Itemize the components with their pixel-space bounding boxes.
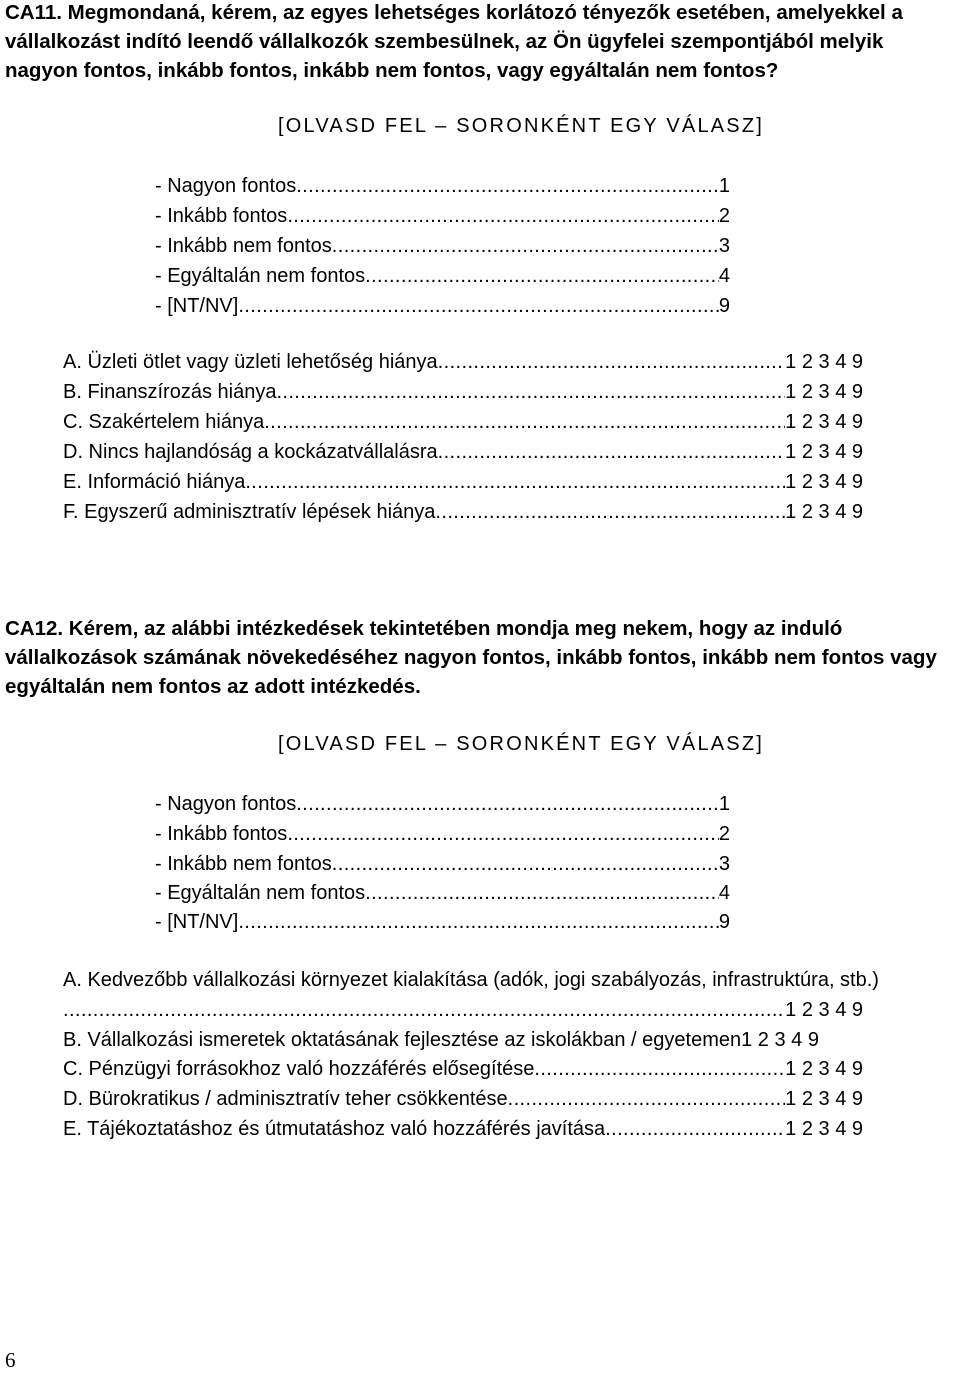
item-codes: 1 2 3 4 9 [785,381,863,403]
dot-leader [287,820,719,849]
q12-item-row [63,1055,863,1084]
scale-label: - Inkább fontos [155,205,288,227]
q12-heading-line: egyáltalán nem fontos az adott intézkedés. [5,675,421,698]
item-codes: 1 2 3 4 9 [785,999,863,1021]
q11-item-row [63,468,863,497]
q11-scale-row [155,232,730,261]
item-label: C. Pénzügyi forrásokhoz való hozzáférés elősegítése [63,1058,535,1080]
q11-scale-row [155,262,730,291]
q11-scale-row [155,202,730,231]
scale-label: - [NT/NV] [155,295,239,317]
item-codes: 1 2 3 4 9 [785,441,863,463]
dot-leader [63,996,785,1025]
scale-label: - [NT/NV] [155,911,239,933]
dot-leader [296,790,719,819]
dot-leader [287,202,719,231]
scale-code: 4 [718,265,730,287]
scale-code: 1 [718,793,730,815]
q11-item-row [63,438,863,467]
scale-code: 9 [718,911,730,933]
scale-label: - Inkább fontos [155,823,288,845]
dot-leader [605,1115,785,1144]
dot-leader [264,408,785,437]
q12-scale-row [155,820,730,849]
scale-label: - Inkább nem fontos [155,235,332,257]
q12-item-row [63,1085,863,1114]
scale-label: - Nagyon fontos [155,793,297,815]
q11-item-row [63,378,863,407]
dot-leader [435,498,785,527]
dot-leader [438,438,786,467]
q11-heading-line: vállalkozást indító leendő vállalkozók szembesülnek, az Ön ügyfelei szempontjából melyik [5,30,884,53]
q11-instruction: [OLVASD FEL – SORONKÉNT EGY VÁLASZ] [278,115,765,137]
q12-instruction: [OLVASD FEL – SORONKÉNT EGY VÁLASZ] [278,733,765,755]
q11-item-row [63,348,863,377]
item-label: D. Bürokratikus / adminisztratív teher csökkentése [63,1088,508,1110]
item-label: A. Üzleti ötlet vagy üzleti lehetőség hiánya [63,351,438,373]
scale-code: 1 [718,175,730,197]
q12-item-a-text: A. Kedvezőbb vállalkozási környezet kialakítása (adók, jogi szabályozás, infrastruktúra, stb.) [63,969,879,991]
item-codes: 1 2 3 4 9 [785,351,863,373]
q11-item-row [63,498,863,527]
item-label: F. Egyszerű adminisztratív lépések hiánya [63,501,436,523]
q12-item-row [63,1115,863,1144]
q11-heading-line: nagyon fontos, inkább fontos, inkább nem fontos, vagy egyáltalán nem fontos? [5,59,779,82]
q12-scale-row [155,879,730,908]
item-codes: 1 2 3 4 9 [785,501,863,523]
dot-leader [365,262,719,291]
dot-leader [332,850,719,879]
q11-heading [5,0,903,85]
q12-item-b: B. Vállalkozási ismeretek oktatásának fejlesztése az iskolákban / egyetemen1 2 3 4 9 [63,1029,819,1051]
q12-heading-line: vállalkozások számának növekedéséhez nagyon fontos, inkább fontos, inkább nem fontos vagy [5,646,937,669]
dot-leader [508,1085,786,1114]
item-codes: 1 2 3 4 9 [785,411,863,433]
q12-heading [5,614,937,701]
scale-code: 3 [718,235,730,257]
scale-code: 4 [718,882,730,904]
item-codes: 1 2 3 4 9 [785,471,863,493]
scale-label: - Inkább nem fontos [155,853,332,875]
dot-leader [238,908,719,937]
scale-label: - Egyáltalán nem fontos [155,265,366,287]
q11-heading-line: CA11. Megmondaná, kérem, az egyes lehetséges korlátozó tényezők esetében, amelyekkel a [5,1,903,24]
item-label: C. Szakértelem hiánya [63,411,265,433]
scale-code: 2 [718,205,730,227]
dot-leader [238,292,719,321]
dot-leader [245,468,785,497]
q12-item-a-codes-row [63,996,863,1025]
item-label: D. Nincs hajlandóság a kockázatvállalásra [63,441,438,463]
q11-scale-row [155,172,730,201]
dot-leader [332,232,719,261]
item-label: B. Finanszírozás hiánya [63,381,277,403]
q12-scale-row [155,790,730,819]
scale-label: - Egyáltalán nem fontos [155,882,366,904]
item-codes: 1 2 3 4 9 [785,1088,863,1110]
scale-label: - Nagyon fontos [155,175,297,197]
q12-heading-line: CA12. Kérem, az alábbi intézkedések tekintetében mondja meg nekem, hogy az induló [5,617,843,640]
q12-scale-row [155,850,730,879]
scale-code: 2 [718,823,730,845]
page-number: 6 [5,1348,16,1372]
scale-code: 3 [718,853,730,875]
q12-scale-row [155,908,730,937]
dot-leader [534,1055,785,1084]
item-codes: 1 2 3 4 9 [785,1058,863,1080]
dot-leader [365,879,719,908]
item-label: E. Információ hiánya [63,471,246,493]
q11-scale-row [155,292,730,321]
item-codes: 1 2 3 4 9 [785,1118,863,1140]
item-label: E. Tájékoztatáshoz és útmutatáshoz való hozzáférés javítása [63,1118,606,1140]
scale-code: 9 [718,295,730,317]
dot-leader [276,378,785,407]
dot-leader [296,172,719,201]
q11-item-row [63,408,863,437]
dot-leader [438,348,785,377]
